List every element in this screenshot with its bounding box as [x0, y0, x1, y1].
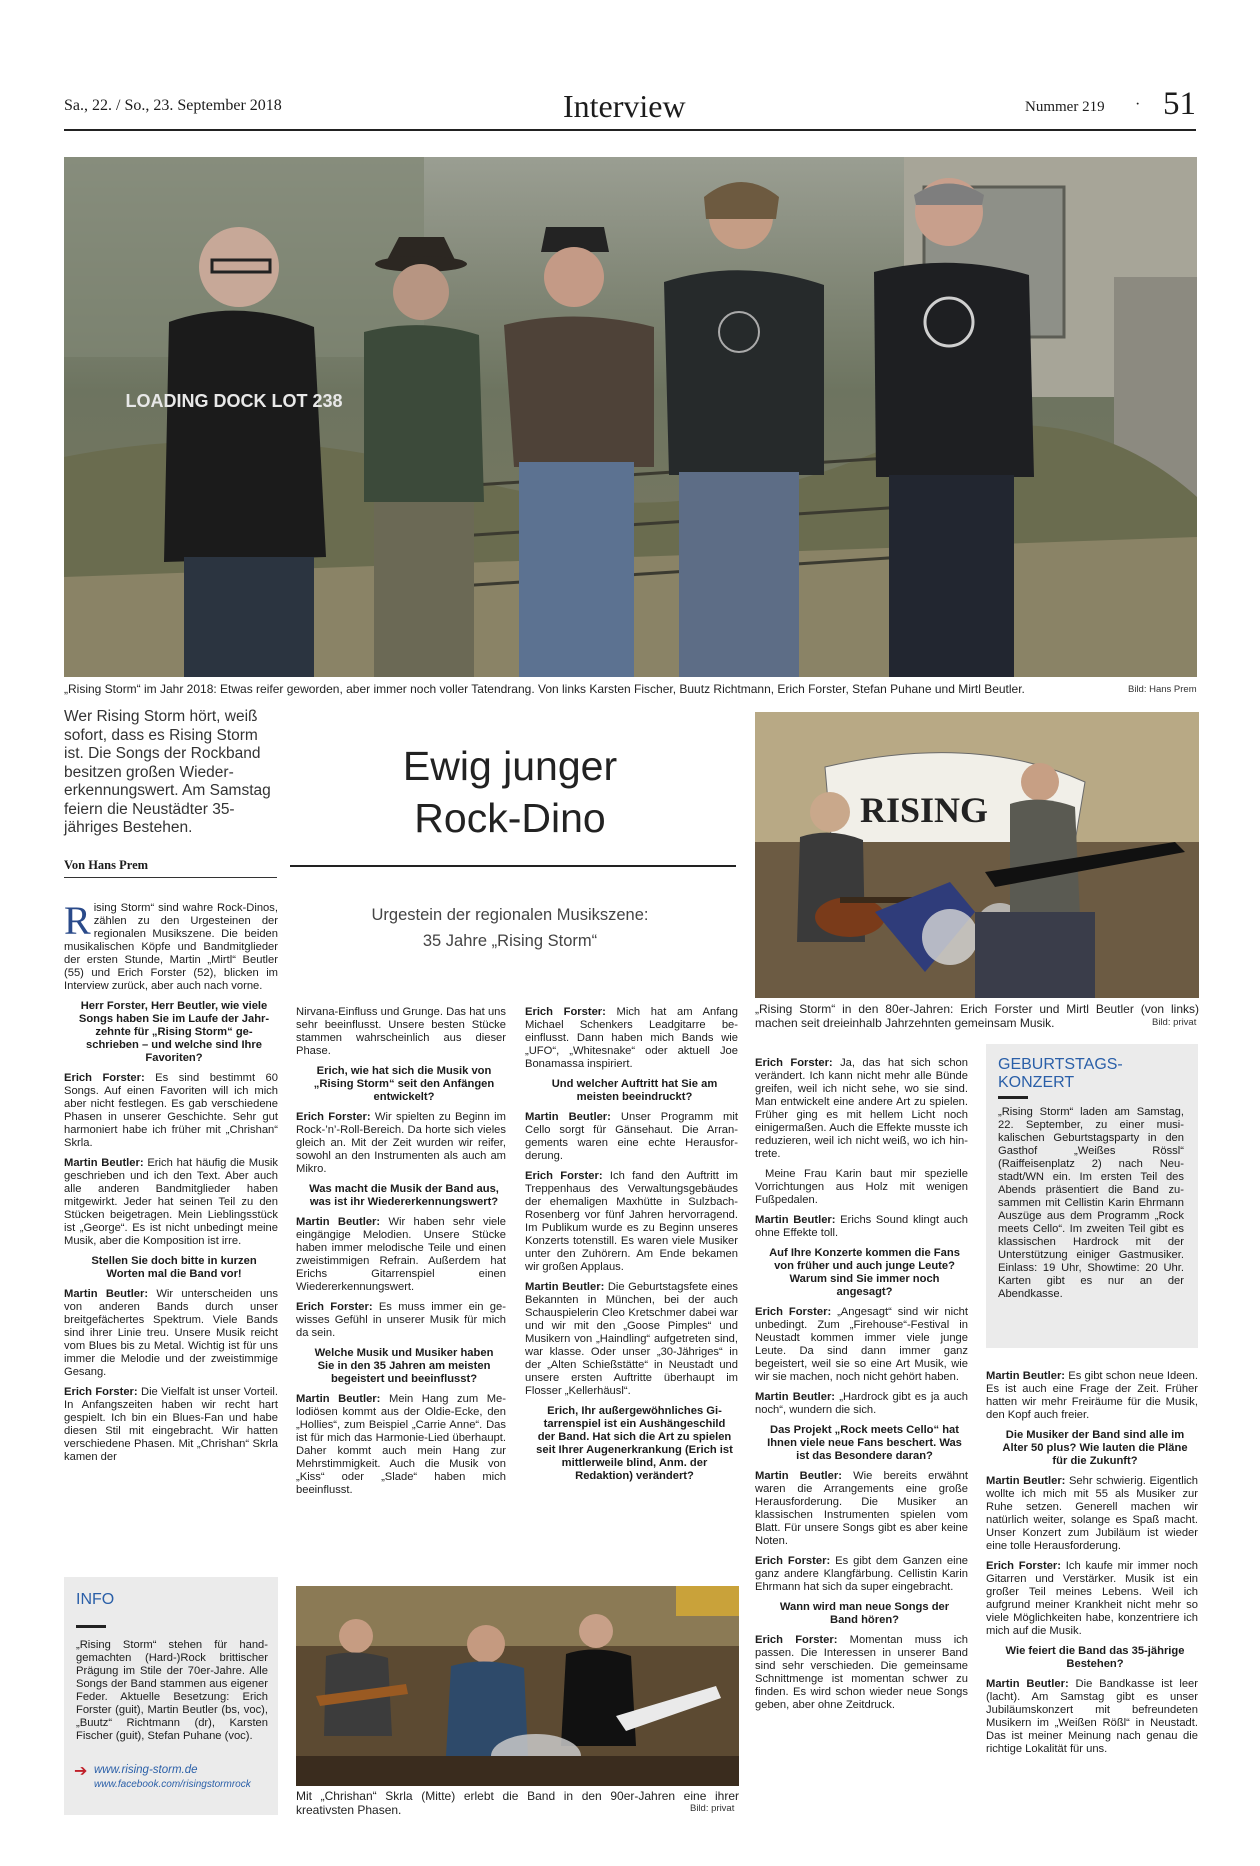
answer-text: Die Bandkasse ist leer (lacht). Am Samstag gibt es unser Jubiläumskonzert mit befreundeten Musikern im „Weißen Rößl“ in Neustadt. Das ist meiner Meinung nach genau die richtige Lokalität für uns.	[986, 1678, 1198, 1755]
question: Erich, wie hat sich die Musik von „Rising Storm“ seit den Anfängen entwickelt?	[313, 1065, 495, 1103]
answer-text: Wir haben sehr viele eingängige Melodien. Unsere Stücke haben immer melodische Teile und einen zweistimmigen Refrain. Außerdem hat Erichs Gitarrenspiel einen Wiedererkennungswert.	[296, 1216, 506, 1293]
main-photo-credit: Bild: Hans Prem	[1128, 684, 1197, 695]
answer-text: Wir unterscheiden uns von anderen Bands durch unser breitgefächertes Spektrum. Viele Bands sind ihrer Linie treu. Unsere Musik reicht vom Blues bis zu Metal. Wichtig ist für uns immer die Melodie und der zweistimmige Gesang.	[64, 1288, 278, 1378]
answer-text: Die Geburtstagsfete eines Bekannten in München, bei der auch Schauspielerin Cleo Kretschmer dabei war und wir mit den „Goose Pimples“ und Musikern von „Haindling“ aufgetreten sind, war klasse. Oder unser „30-Jähriges“ in der „Alten Schießstätte“ in Neustadt und unsere ersten Auftritte überhaupt im Flosser „Kellerhäusl“.	[525, 1281, 738, 1397]
speaker-name: Erich Forster:	[755, 1306, 832, 1318]
answer	[64, 1157, 278, 1248]
answer	[986, 1370, 1198, 1422]
speaker-name: Martin Beutler:	[755, 1391, 836, 1403]
shirt-print: LOADING DOCK LOT 238	[125, 391, 343, 411]
question: Und welcher Auftritt hat Sie am meisten beeindruckt?	[551, 1078, 718, 1103]
answer-text: Unser Programm mit Cello sorgt für Gänsehaut. Die Arrangements waren eine echte Herausforderung.	[525, 1111, 738, 1162]
arrow-icon: ➔	[74, 1761, 88, 1780]
answer-text: „Angesagt“ sind wir nicht unbedingt. Zum „Firehouse“-Festival in Neustadt kommen immer viele junge Leute. Da sind dann immer ganz begeistert, weil sie so eine Art Musik, wie wir sie machen, noch nicht gehört haben.	[755, 1306, 968, 1383]
speaker-name: Martin Beutler:	[755, 1470, 842, 1482]
answer-text: Erichs Sound klingt auch ohne Effekte toll.	[755, 1214, 968, 1239]
byline: Von Hans Prem	[64, 858, 149, 872]
question: Die Musiker der Band sind alle im Alter 50 plus? Wie lauten die Pläne für die Zukunft?	[1002, 1429, 1188, 1467]
speaker-name: Martin Beutler:	[755, 1214, 836, 1226]
drop-cap: R	[64, 902, 91, 943]
answer	[525, 1111, 738, 1163]
speaker-name: Erich Forster:	[525, 1170, 603, 1182]
answer	[755, 1555, 968, 1594]
answer	[755, 1306, 968, 1384]
speaker-name: Martin Beutler:	[986, 1678, 1069, 1690]
answer-text: Die Vielfalt ist unser Vorteil. In Anfangszeiten haben wir recht hart gespielt. Ich bin ein Blues-Fan und habe diesen Stil mit eingebracht. Wir hatten verschiedene Phasen. Mit „Chrishan“ Skrla kamen der	[64, 1386, 278, 1463]
banner-text: RISING	[860, 790, 989, 830]
concert-box-title: GEBURTSTAGS-KONZERT	[998, 1056, 1123, 1091]
photo-80s-caption: „Rising Storm“ in den 80er-Jahren: Erich Forster und Mirtl Beutler (von links) machen seit dreieinhalb Jahrzehnten gemeinsam Musik.	[755, 1002, 1199, 1030]
facebook-link[interactable]: www.facebook.com/risingstormrock	[94, 1779, 251, 1790]
headline-rule	[290, 865, 736, 867]
question: Auf Ihre Konzerte kommen die Fans von früher und auch junge Leute? Warum sind Sie immer noch angesagt?	[769, 1247, 960, 1298]
answer-text: Ich fand den Auftritt im Treppenhaus des Verwaltungsgebäudes der ehemaligen Maxhütte in Sulzbach-Rosenberg vor fünf Jahren hervorragend. Im Publikum wurde es zu Beginn unseres Konzerts totenstill. Es waren viele Musiker unter den Zuhörern. Am Ende bekamen wir großen Applaus.	[525, 1170, 738, 1273]
header-rule	[64, 129, 1196, 131]
answer	[64, 1386, 278, 1464]
band-photo-90s-illustration	[296, 1586, 739, 1786]
lead-text: Wer Rising Storm hört, weiß sofort, dass es Rising Storm ist. Die Songs der Rockband besitzen großen Wiedererkennungswert. Am Samstag feiern die Neustädter 35-jähriges Bestehen.	[64, 708, 271, 836]
subheadline	[320, 902, 700, 954]
speaker-name: Erich Forster:	[986, 1560, 1062, 1572]
headline-line-2: Rock-Dino	[414, 795, 606, 841]
headline-line-1: Ewig junger	[402, 743, 618, 789]
answer	[296, 1301, 506, 1340]
answer-text: Wir spielten zu Beginn im Rock-’n’-Roll-Bereich. Da horte sich vieles gleich an. Mit der Zeit wurden wir reifer, sowohl an den Instrumenten als auch am Mikro.	[296, 1111, 506, 1175]
answer	[986, 1560, 1198, 1638]
band-photo-illustration	[64, 157, 1197, 677]
band-photo-80s	[755, 712, 1199, 998]
answer	[64, 1072, 278, 1150]
speaker-name: Erich Forster:	[525, 1006, 606, 1018]
speaker-name: Erich Forster:	[296, 1111, 371, 1123]
question: Welche Musik und Musiker haben Sie in den 35 Jahren am meisten begeistert und beeinflusst?	[314, 1347, 494, 1385]
answer	[296, 1111, 506, 1176]
answer	[64, 1288, 278, 1379]
answer-text: Momentan muss ich passen. Die Interessen in unserer Band sind sehr verschieden. Die gemeinsame Schnittmenge ist momentan schwer zu finden. Es wird schon wieder neue Songs geben, aber ohne Zeitdruck.	[755, 1634, 968, 1711]
photo-90s-credit: Bild: privat	[690, 1803, 735, 1814]
speaker-name: Erich Forster:	[64, 1072, 145, 1084]
speaker-name: Martin Beutler:	[986, 1475, 1066, 1487]
section-title: Interview	[563, 88, 686, 124]
question: Das Projekt „Rock meets Cello“ hat Ihnen viele neue Fans beschert. Was ist das Besondere daran?	[767, 1424, 962, 1462]
photo-80s-credit: Bild: privat	[1152, 1017, 1197, 1028]
speaker-name: Martin Beutler:	[64, 1288, 149, 1300]
speaker-name: Erich Forster:	[296, 1301, 373, 1313]
answer	[986, 1678, 1198, 1756]
headline	[325, 740, 695, 844]
concert-box	[986, 1044, 1198, 1348]
page-number: 51	[1163, 86, 1196, 122]
speaker-name: Martin Beutler:	[296, 1393, 381, 1405]
info-box-text: „Rising Storm“ stehen für handgemachten (Hard-)Rock brittischer Prägung im Stile der 70er-Jahre. Alle Songs der Band stammen aus eigener Feder. Aktuelle Besetzung: Erich Forster (guit), Martin Beutler (bs, voc), „Buutz“ Richtmann (dr), Karsten Fischer (guit), Stefan Puhane (voc).	[76, 1639, 268, 1742]
article-column-4	[755, 1057, 968, 1791]
band-photo-90s	[296, 1586, 739, 1786]
answer-text: Mein Hang zum Melodiösen kommt aus der Oldie-Ecke, den „Hollies“, zum Beispiel „Carrie Anne“. Das ist für mich das Harmonie-Lied überhaupt. Daher kommt auch mein Hang zur Mehrstimmigkeit. Auch die Musik von „Kiss“ oder „Slade“ haben mich beeinflusst.	[296, 1393, 506, 1496]
question: Was macht die Musik der Band aus, was ist ihr Wiedererkennungswert?	[309, 1183, 499, 1208]
info-box-rule	[76, 1625, 106, 1628]
band-photo-80s-illustration	[755, 712, 1199, 998]
answer	[525, 1170, 738, 1274]
question: Wann wird man neue Songs der Band hören?	[779, 1601, 950, 1626]
question: Wie feiert die Band das 35-jährige Bestehen?	[1005, 1645, 1185, 1670]
answer-text: Es gibt dem Ganzen eine ganz andere Klangfärbung. Cellistin Karin Ehrmann hat sich da super eingebracht.	[755, 1555, 968, 1593]
question: Erich, Ihr außergewöhnliches Gitarrenspiel ist ein Aushängeschild der Band. Hat sich die Art zu spielen seit Ihrer Augenerkrankung (Erich ist mittlerweile blind, Anm. der Redaktion) verändert?	[536, 1405, 733, 1482]
answer	[986, 1475, 1198, 1553]
subheadline-line-2: 35 Jahre „Rising Storm“	[422, 932, 598, 950]
answer	[525, 1281, 738, 1398]
article-column-3	[525, 1006, 738, 1568]
speaker-name: Martin Beutler:	[296, 1216, 381, 1228]
speaker-name: Erich Forster:	[64, 1386, 138, 1398]
band-photo-2018	[64, 157, 1197, 677]
concert-box-rule	[998, 1096, 1028, 1099]
concert-box-text: „Rising Storm“ laden am Samstag, 22. September, zu einer musikalischen Geburtstagsparty in den Gasthof „Weißes Rössl“ (Raiffeisenplatz 2) nach Neustadt/WN ein. Im ersten Teil des Abends präsentiert die Band zusammen mit Cellistin Karin Ehrmann Auszüge aus dem Programm „Rock meets Cello“. Im zweiten Teil gibt es klassischen Hardrock mit der Unterstützung einiger Gastmusiker. Einlass: 19 Uhr, Showtime: 20 Uhr. Karten gibt es nur an der Abendkasse.	[998, 1106, 1184, 1300]
answer	[755, 1391, 968, 1417]
photo-90s-caption: Mit „Chrishan“ Skrla (Mitte) erlebt die Band in den 90er-Jahren eine ihrer kreativsten Phasen.	[296, 1789, 739, 1817]
answer-text: Es muss immer ein gewisses Gefühl in unserer Musik für mich da sein.	[296, 1301, 506, 1339]
header-separator: ·	[1135, 96, 1141, 113]
question: Stellen Sie doch bitte in kurzen Worten mal die Band vor!	[91, 1255, 257, 1280]
question: Herr Forster, Herr Beutler, wie viele Songs haben Sie im Laufe der Jahrzehnte für „Rising Storm“ geschrieben – und welche sind Ihre Favoriten?	[78, 1000, 270, 1064]
answer-text: Mich hat am Anfang Michael Schenkers Leadgitarre beeinflusst. Dann haben mich Bands wie „UFO“, „Whitesnake“ oder aktuell Joe Bonamassa inspiriert.	[525, 1006, 738, 1070]
speaker-name: Martin Beutler:	[525, 1111, 611, 1123]
answer-text: Ja, das hat sich schon verändert. Ich kann nicht mehr alle Bünde greifen, weil ich nicht sehe, wo sie sind. Man entwickelt eine andere Art zu spielen. Früher ging es mit hellem Licht noch einigermaßen. Auch die Effekte musste ich reduzieren, weil ich nicht weiß, wo ich hintrete.	[755, 1057, 968, 1160]
info-box	[64, 1577, 278, 1815]
byline-rule	[64, 877, 277, 878]
paragraph: Nirvana-Einfluss und Grunge. Das hat uns sehr beeinflusst. Unsere besten Stücke stammen wahrscheinlich aus dieser Phase.	[296, 1006, 506, 1057]
answer	[755, 1057, 968, 1161]
intro-paragraph	[64, 902, 278, 993]
issue-number: Nummer 219	[1025, 99, 1105, 115]
answer	[525, 1006, 738, 1071]
main-photo-caption: „Rising Storm“ im Jahr 2018: Etwas reifer geworden, aber immer noch voller Tatendrang. Von links Karsten Fischer, Buutz Richtmann, Erich Forster, Stefan Puhane und Mirtl Beutler.	[64, 682, 1025, 696]
issue-date: Sa., 22. / So., 23. September 2018	[64, 97, 282, 114]
speaker-name: Martin Beutler:	[525, 1281, 605, 1293]
subheadline-line-1: Urgestein der regionalen Musikszene:	[371, 906, 649, 924]
answer	[296, 1216, 506, 1294]
speaker-name: Erich Forster:	[755, 1057, 833, 1069]
answer	[755, 1470, 968, 1548]
answer-text: Ich kaufe mir immer noch Gitarren und Verstärker. Musik ist ein großer Teil meines Lebens. Weil ich aufgrund meiner Krankheit nicht mehr so viele Möglichkeiten habe, konzentriere ich mich auf die Musik.	[986, 1560, 1198, 1637]
answer-text: Erich hat häufig die Musik geschrieben und ich den Text. Aber auch alle anderen Bandmitglieder haben mitgewirkt. Jeder hat seinen Teil zu den Stücken beigetragen. Mein Lieblingsstück ist „George“. Es ist nicht unbedingt meine Musik, aber die Komposition ist irre.	[64, 1157, 278, 1247]
intro-text: ising Storm“ sind wahre Rock-Dinos, zählen zu den Urgesteinen der regionalen Musikszene. Die beiden musikalischen Köpfe und Bandmitglieder der ersten Stunde, Martin „Mirtl“ Beutler (55) und Erich Forster (52), blicken im Interview zurück, aber auch nach vorne.	[64, 902, 278, 992]
speaker-name: Erich Forster:	[755, 1634, 838, 1646]
answer-text: Es sind bestimmt 60 Songs. Auf einen Favoriten will ich mich aber nicht festlegen. Es gab verschiedene Phasen in unserer Geschichte. Sehr gut harmoniert habe ich früher mit „Chrishan“ Skrla.	[64, 1072, 278, 1149]
answer-text: „Hardrock gibt es ja auch noch“, wundern die sich.	[755, 1391, 968, 1416]
article-column-1	[64, 902, 278, 1568]
answer	[755, 1634, 968, 1712]
info-box-title: INFO	[76, 1591, 115, 1608]
answer	[296, 1393, 506, 1497]
speaker-name: Erich Forster:	[755, 1555, 831, 1567]
article-column-5	[986, 1370, 1198, 1790]
answer-text: Es gibt schon neue Ideen. Es ist auch eine Frage der Zeit. Früher hatten wir mehr Freiräume für die Musik, den Kopf auch freier.	[986, 1370, 1198, 1421]
speaker-name: Martin Beutler:	[986, 1370, 1066, 1382]
website-link[interactable]: www.rising-storm.de	[94, 1764, 198, 1776]
answer-text: Wie bereits erwähnt waren die Arrangements eine große Herausforderung. Die Musiker an klassischen Instrumenten spielen vom Blatt. Für unsere Songs gibt es aber keine Noten.	[755, 1470, 968, 1547]
answer	[755, 1214, 968, 1240]
paragraph: Meine Frau Karin baut mir spezielle Vorrichtungen aus Holz mit wenigen Fußpedalen.	[755, 1168, 968, 1206]
article-column-2	[296, 1006, 506, 1568]
answer-text: Sehr schwierig. Eigentlich wollte ich mich mit 55 als Musiker zur Ruhe setzen. Generell machen wir natürlich weiter, solange es Spaß macht. Unser Konzert zum Jubiläum ist wieder eine tolle Herausforderung.	[986, 1475, 1198, 1552]
speaker-name: Martin Beutler:	[64, 1157, 144, 1169]
